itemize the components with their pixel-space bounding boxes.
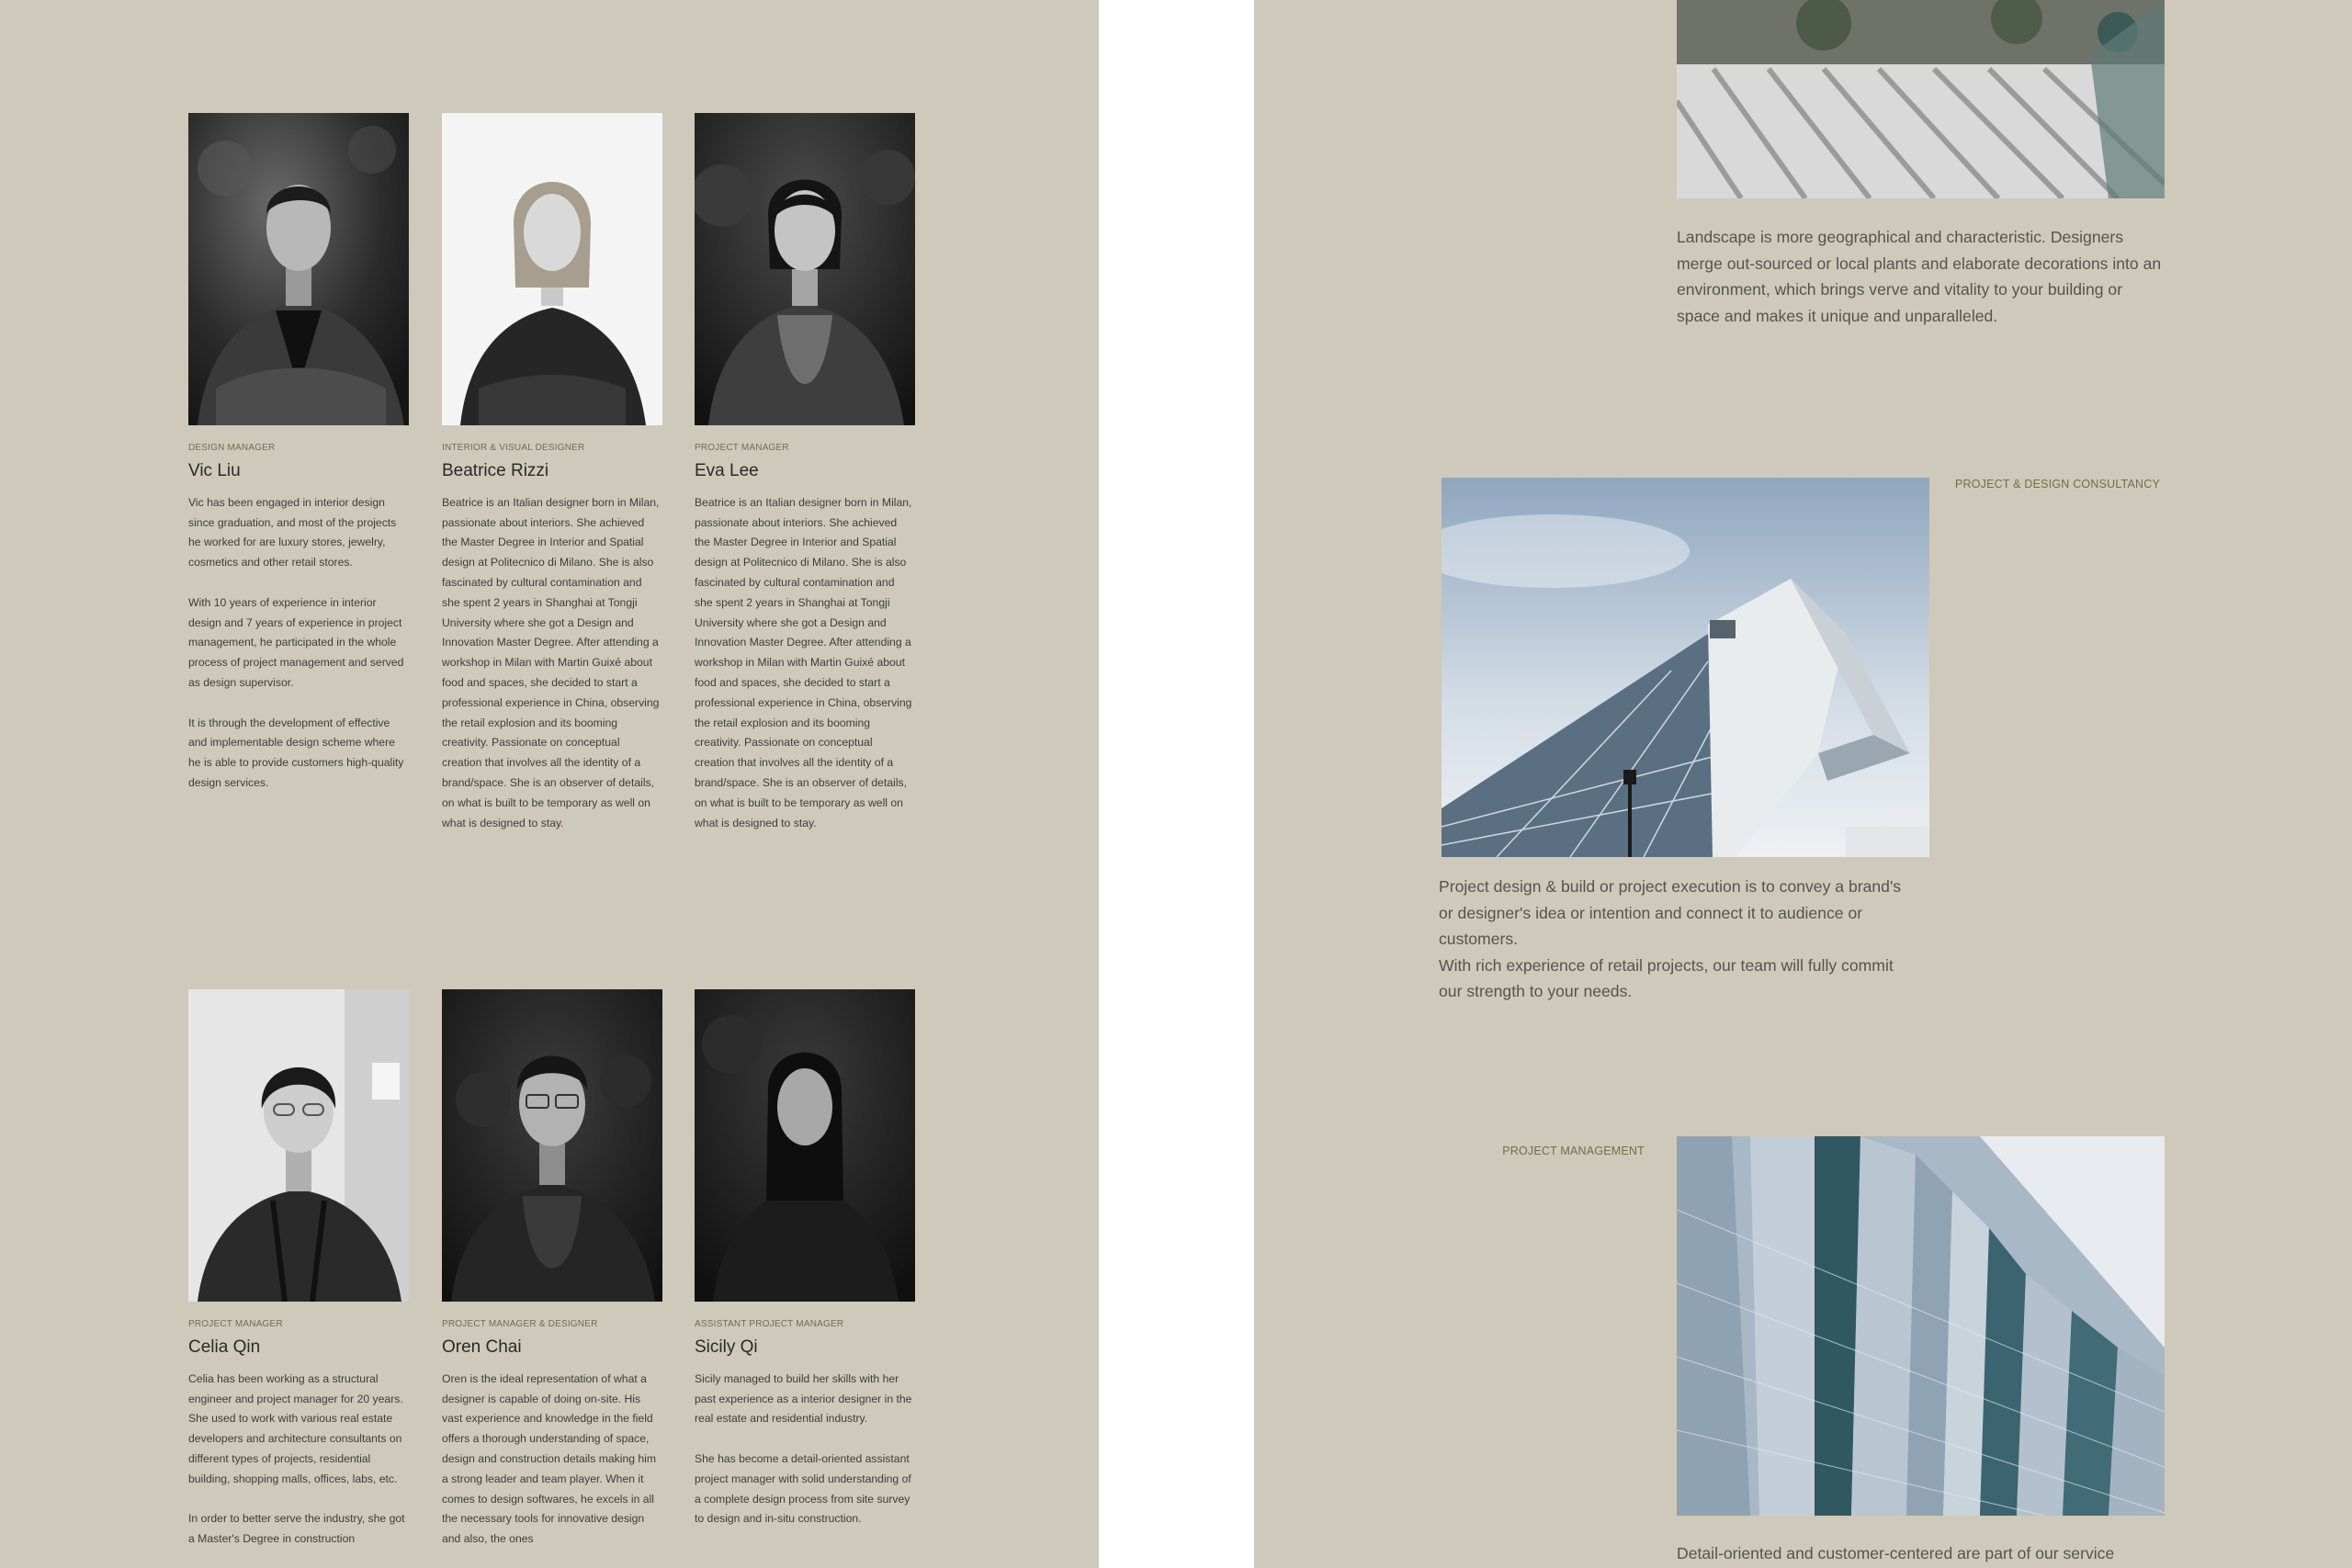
portrait-photo <box>442 113 662 425</box>
management-text: Detail-oriented and customer-centered are part of our service <box>1677 1544 2115 1562</box>
team-card-beatrice-rizzi <box>442 113 662 853</box>
team-name: Vic Liu <box>188 461 241 480</box>
team-bio <box>695 1370 915 1529</box>
bio-paragraph: In order to better serve the industry, she got a Master's Degree in construction <box>188 1512 405 1546</box>
team-card-eva-lee <box>695 113 915 853</box>
team-card-vic-liu <box>188 113 409 814</box>
team-card-sicily-qi <box>695 989 915 1550</box>
team-bio <box>188 1370 409 1550</box>
team-role: ASSISTANT PROJECT MANAGER <box>695 1319 844 1329</box>
bio-paragraph: Celia has been working as a structural engineer and project manager for 20 years. She used to work with various real estate developers and architecture consultants on different types of projects, residential building, shopping malls, offices, labs, etc. <box>188 1371 403 1485</box>
management-label: PROJECT MANAGEMENT <box>1502 1145 1645 1157</box>
landscape-text: Landscape is more geographical and characteristic. Designers merge out-sourced or local plants and elaborate decorations into an environment, which brings verve and vitality to your building or space and makes it unique and unparalleled. <box>1677 228 2162 325</box>
bio-paragraph: She has become a detail-oriented assistant project manager with solid understanding of a complete design process from site survey to design and in-situ construction. <box>695 1451 911 1526</box>
team-name: Sicily Qi <box>695 1337 758 1357</box>
team-bio <box>442 1370 662 1550</box>
bio-paragraph: Beatrice is an Italian designer born in Milan, passionate about interiors. She achieved the Master Degree in Interior and Spatial design at Politecnico di Milano. She is also fascinated by cultural contamination and she spent 2 years in Shanghai at Tongji University where she got a Design and Innovation Master Degree. After attending a workshop in Milan with Martin Guixé about food and spaces, she decided to start a professional experience in China, observing the retail explosion and its booming creativity. Passionate on conceptual creation that involves all the identity of a brand/space. She is an observer of details, on what is built to be temporary as well on what is designed to stay. <box>695 495 912 829</box>
team-role: INTERIOR & VISUAL DESIGNER <box>442 443 585 453</box>
team-name: Eva Lee <box>695 461 759 480</box>
consultancy-text-2: With rich experience of retail projects, our team will fully commit our strength to your needs. <box>1439 955 1894 1001</box>
team-bio <box>695 493 915 834</box>
team-role: PROJECT MANAGER <box>695 443 789 453</box>
team-name: Oren Chai <box>442 1337 522 1357</box>
bio-paragraph: With 10 years of experience in interior design and 7 years of experience in project management, he participated in the whole process of project management and served as design supervisor. <box>188 595 404 689</box>
portrait-photo <box>188 989 409 1302</box>
team-bio <box>442 493 662 834</box>
consultancy-text-1: Project design & build or project execution is to convey a brand's or designer's idea or intention and connect it to audience or customers. <box>1439 877 1902 949</box>
portrait-photo <box>442 989 662 1302</box>
bio-paragraph: Beatrice is an Italian designer born in Milan, passionate about interiors. She achieved the Master Degree in Interior and Spatial design at Politecnico di Milano. She is also fascinated by cultural contamination and she spent 2 years in Shanghai at Tongji University where she got a Design and Innovation Master Degree. After attending a workshop in Milan with Martin Guixé about food and spaces, she decided to start a professional experience in China, observing the retail explosion and its booming creativity. Passionate on conceptual creation that involves all the identity of a brand/space. She is an observer of details, on what is built to be temporary as well on what is designed to stay. <box>442 495 660 829</box>
consultancy-label: PROJECT & DESIGN CONSULTANCY <box>1955 478 2160 491</box>
team-name: Celia Qin <box>188 1337 261 1357</box>
bio-paragraph: Vic has been engaged in interior design since graduation, and most of the projects he worked for are luxury stores, jewelry, cosmetics and other retail stores. <box>188 495 397 570</box>
landscape-description <box>1677 224 2164 329</box>
bio-paragraph: Sicily managed to build her skills with her past experience as a interior designer in the real estate and residential industry. <box>695 1371 912 1426</box>
services-panel <box>1254 0 2352 1568</box>
management-image <box>1677 1136 2165 1516</box>
consultancy-image <box>1442 478 1929 857</box>
team-panel <box>0 0 1099 1568</box>
portrait-photo <box>695 113 915 425</box>
consultancy-description <box>1439 874 1917 1005</box>
team-bio <box>188 493 409 794</box>
bio-paragraph: Oren is the ideal representation of what a designer is capable of doing on-site. His vast experience and knowledge in the field offers a thorough understanding of space, design and construction details making him a strong leader and team player. When it comes to design softwares, he excels in all the necessary tools for innovative design and also, the ones <box>442 1371 657 1546</box>
portrait-photo <box>695 989 915 1302</box>
bio-paragraph: It is through the development of effective and implementable design scheme where he is able to provide customers high-quality design services. <box>188 716 404 789</box>
team-card-celia-qin <box>188 989 409 1568</box>
team-role: DESIGN MANAGER <box>188 443 276 453</box>
team-card-oren-chai <box>442 989 662 1568</box>
team-name: Beatrice Rizzi <box>442 461 549 480</box>
management-description <box>1677 1540 2165 1567</box>
team-role: PROJECT MANAGER & DESIGNER <box>442 1319 598 1329</box>
team-role: PROJECT MANAGER <box>188 1319 283 1329</box>
landscape-image <box>1677 0 2165 198</box>
portrait-photo <box>188 113 409 425</box>
